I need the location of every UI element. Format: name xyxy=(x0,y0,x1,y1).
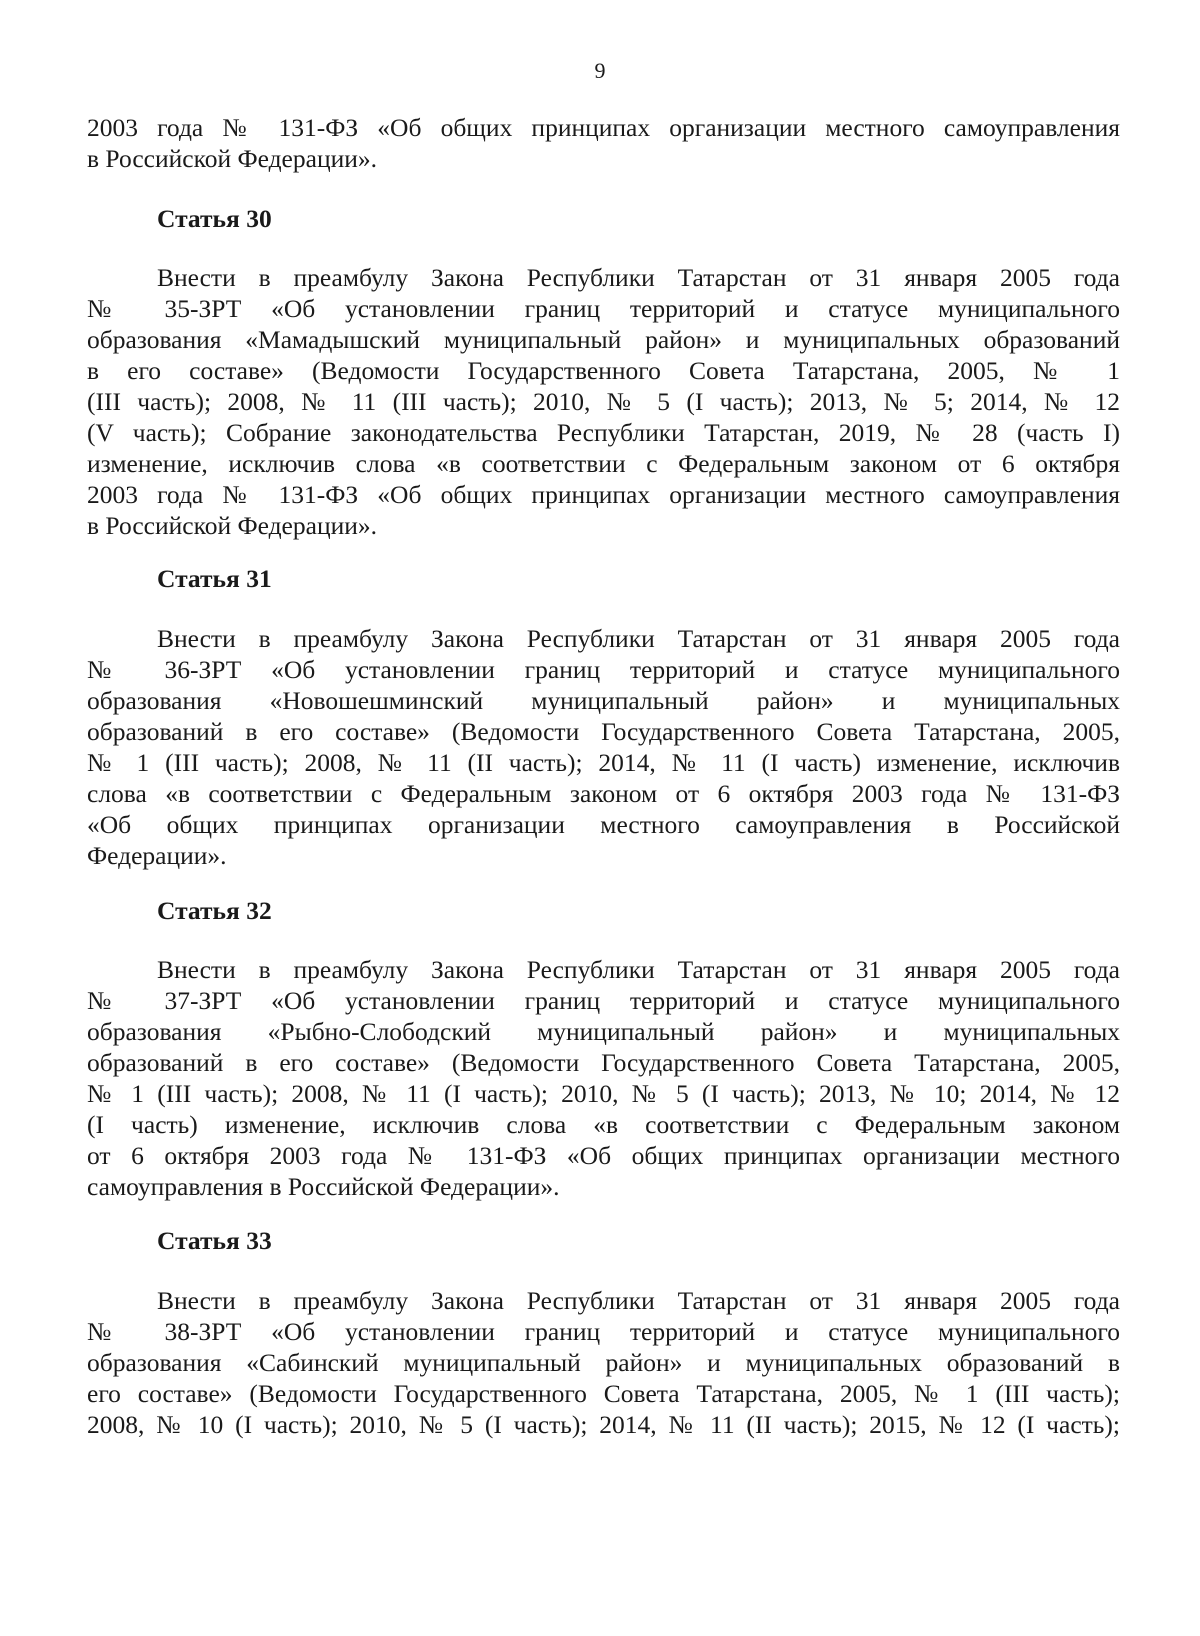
paragraph-line: (V часть); Собрание законодательства Республики Татарстан, 2019, № 28 (часть I) xyxy=(87,418,1120,447)
paragraph-line: 2003 года № 131-ФЗ «Об общих принципах организации местного самоуправления xyxy=(87,113,1120,142)
paragraph-line: образования «Мамадышский муниципальный район» и муниципальных образований xyxy=(87,325,1120,354)
paragraph-line: № 1 (III часть); 2008, № 11 (I часть); 2010, № 5 (I часть); 2013, № 10; 2014, № 12 xyxy=(87,1079,1120,1108)
paragraph-line: Внести в преамбулу Закона Республики Татарстан от 31 января 2005 года xyxy=(157,624,1120,653)
paragraph-line: в Российской Федерации». xyxy=(87,144,378,173)
paragraph-line: образования «Рыбно-Слободский муниципальный район» и муниципальных xyxy=(87,1017,1120,1046)
paragraph-line: образования «Новошешминский муниципальный район» и муниципальных xyxy=(87,686,1120,715)
paragraph-line: образований в его составе» (Ведомости Государственного Совета Татарстана, 2005, xyxy=(87,1048,1120,1077)
article-32-heading: Статья 32 xyxy=(157,896,272,925)
paragraph-line: № 35-ЗРТ «Об установлении границ территорий и статусе муниципального xyxy=(87,294,1120,323)
article-32-paragraph xyxy=(87,954,1120,1202)
paragraph-line: № 36-ЗРТ «Об установлении границ территорий и статусе муниципального xyxy=(87,655,1120,684)
paragraph-line: № 38-ЗРТ «Об установлении границ территорий и статусе муниципального xyxy=(87,1317,1120,1346)
paragraph-line: в Российской Федерации». xyxy=(87,511,378,540)
paragraph-line: 2003 года № 131-ФЗ «Об общих принципах организации местного самоуправления xyxy=(87,480,1120,509)
paragraph-line: (I часть) изменение, исключив слова «в соответствии с Федеральным законом xyxy=(87,1110,1120,1139)
article-33-heading: Статья 33 xyxy=(157,1226,272,1255)
paragraph-line: 2008, № 10 (I часть); 2010, № 5 (I часть); 2014, № 11 (II часть); 2015, № 12 (I часть); xyxy=(87,1410,1120,1439)
paragraph-line: Внести в преамбулу Закона Республики Татарстан от 31 января 2005 года xyxy=(157,1286,1120,1315)
paragraph-line: № 37-ЗРТ «Об установлении границ территорий и статусе муниципального xyxy=(87,986,1120,1015)
paragraph-line: изменение, исключив слова «в соответствии с Федеральным законом от 6 октября xyxy=(87,449,1120,478)
article-30-paragraph xyxy=(87,262,1120,541)
paragraph-line: «Об общих принципах организации местного самоуправления в Российской xyxy=(87,810,1120,839)
paragraph-line: его составе» (Ведомости Государственного Совета Татарстана, 2005, № 1 (III часть); xyxy=(87,1379,1120,1408)
paragraph-line: в его составе» (Ведомости Государственного Совета Татарстана, 2005, № 1 xyxy=(87,356,1120,385)
article-30-heading: Статья 30 xyxy=(157,204,272,233)
paragraph-line: Федерации». xyxy=(87,841,227,870)
paragraph-line: № 1 (III часть); 2008, № 11 (II часть); 2014, № 11 (I часть) изменение, исключив xyxy=(87,748,1120,777)
article-31-heading: Статья 31 xyxy=(157,564,272,593)
paragraph-line: от 6 октября 2003 года № 131-ФЗ «Об общих принципах организации местного xyxy=(87,1141,1120,1170)
paragraph-line: образования «Сабинский муниципальный район» и муниципальных образований в xyxy=(87,1348,1120,1377)
article-31-paragraph xyxy=(87,623,1120,871)
paragraph-line: самоуправления в Российской Федерации». xyxy=(87,1172,560,1201)
page-number: 9 xyxy=(594,58,606,83)
paragraph-line: Внести в преамбулу Закона Республики Татарстан от 31 января 2005 года xyxy=(157,955,1120,984)
paragraph-line: Внести в преамбулу Закона Республики Татарстан от 31 января 2005 года xyxy=(157,263,1120,292)
paragraph-line: слова «в соответствии с Федеральным законом от 6 октября 2003 года № 131-ФЗ xyxy=(87,779,1120,808)
article-33-paragraph xyxy=(87,1285,1120,1440)
intro-paragraph xyxy=(87,112,1120,174)
paragraph-line: образований в его составе» (Ведомости Государственного Совета Татарстана, 2005, xyxy=(87,717,1120,746)
paragraph-line: (III часть); 2008, № 11 (III часть); 2010, № 5 (I часть); 2013, № 5; 2014, № 12 xyxy=(87,387,1120,416)
